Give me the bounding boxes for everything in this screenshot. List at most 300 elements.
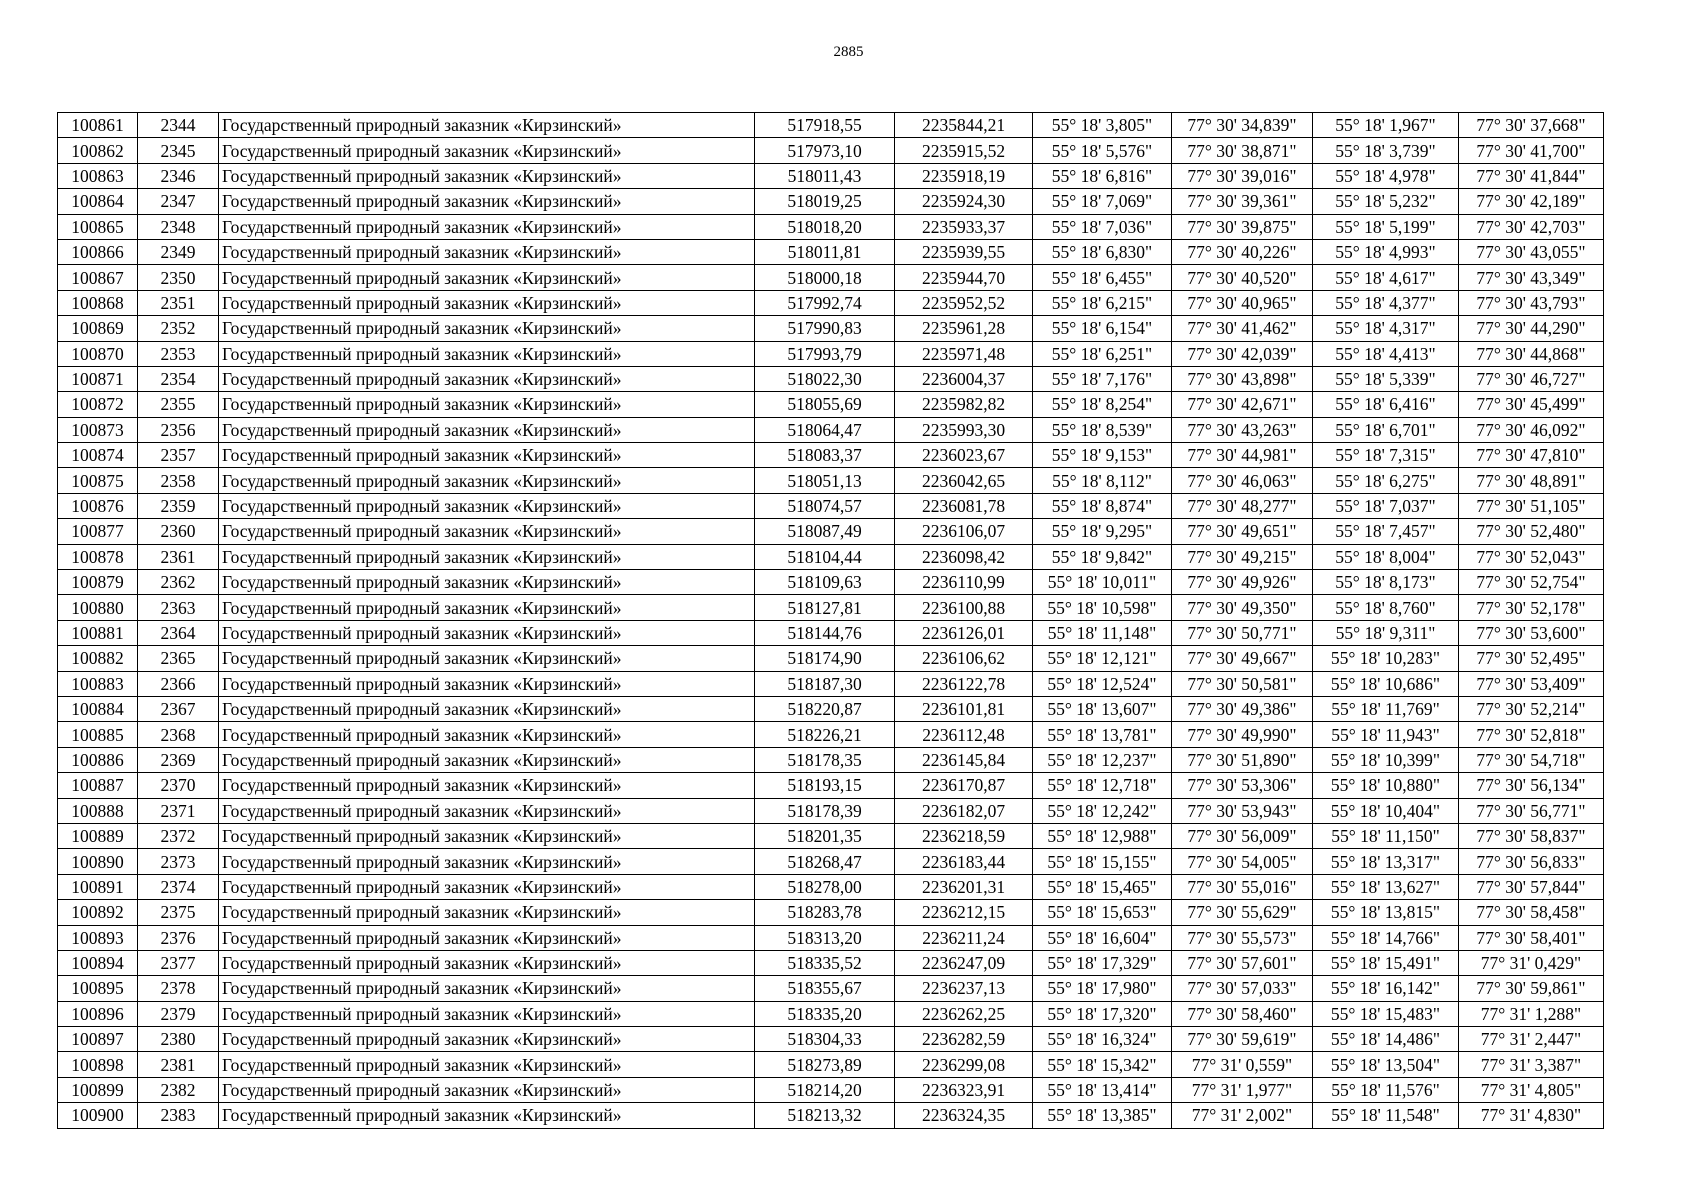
latitude-2-cell: 55° 18' 10,880"	[1313, 773, 1459, 798]
longitude-2-cell: 77° 30' 43,793"	[1459, 290, 1604, 315]
zone-name-cell: Государственный природный заказник «Кирзинский»	[219, 493, 755, 518]
row-id-cell: 100871	[58, 366, 138, 391]
coord-y-cell: 2236282,59	[895, 1027, 1033, 1052]
table-row	[58, 468, 1604, 493]
coord-x-cell: 518104,44	[755, 544, 895, 569]
coord-x-cell: 518178,39	[755, 798, 895, 823]
coord-y-cell: 2236201,31	[895, 874, 1033, 899]
coord-x-cell: 518278,00	[755, 874, 895, 899]
coord-y-cell: 2235933,37	[895, 214, 1033, 239]
longitude-1-cell: 77° 30' 55,629"	[1172, 900, 1313, 925]
zone-name-cell: Государственный природный заказник «Кирзинский»	[219, 722, 755, 747]
row-id-cell: 100862	[58, 138, 138, 163]
longitude-2-cell: 77° 30' 43,055"	[1459, 239, 1604, 264]
table-row	[58, 443, 1604, 468]
latitude-1-cell: 55° 18' 5,576"	[1033, 138, 1172, 163]
coord-x-cell: 517992,74	[755, 290, 895, 315]
latitude-2-cell: 55° 18' 6,701"	[1313, 417, 1459, 442]
longitude-2-cell: 77° 30' 45,499"	[1459, 392, 1604, 417]
table-row	[58, 189, 1604, 214]
table-row	[58, 671, 1604, 696]
latitude-1-cell: 55° 18' 6,215"	[1033, 290, 1172, 315]
longitude-1-cell: 77° 30' 39,875"	[1172, 214, 1313, 239]
zone-name-cell: Государственный природный заказник «Кирзинский»	[219, 341, 755, 366]
coord-y-cell: 2236098,42	[895, 544, 1033, 569]
latitude-1-cell: 55° 18' 9,153"	[1033, 443, 1172, 468]
coord-x-cell: 518193,15	[755, 773, 895, 798]
latitude-1-cell: 55° 18' 8,874"	[1033, 493, 1172, 518]
zone-name-cell: Государственный природный заказник «Кирзинский»	[219, 392, 755, 417]
coord-x-cell: 518213,32	[755, 1103, 895, 1128]
coord-y-cell: 2235982,82	[895, 392, 1033, 417]
table-row	[58, 849, 1604, 874]
longitude-2-cell: 77° 30' 52,818"	[1459, 722, 1604, 747]
latitude-2-cell: 55° 18' 10,399"	[1313, 747, 1459, 772]
longitude-2-cell: 77° 30' 41,700"	[1459, 138, 1604, 163]
point-number-cell: 2362	[138, 570, 219, 595]
latitude-2-cell: 55° 18' 11,943"	[1313, 722, 1459, 747]
zone-name-cell: Государственный природный заказник «Кирзинский»	[219, 798, 755, 823]
zone-name-cell: Государственный природный заказник «Кирзинский»	[219, 316, 755, 341]
row-id-cell: 100875	[58, 468, 138, 493]
page-number: 2885	[833, 44, 864, 60]
row-id-cell: 100861	[58, 113, 138, 138]
row-id-cell: 100870	[58, 341, 138, 366]
longitude-2-cell: 77° 30' 46,727"	[1459, 366, 1604, 391]
row-id-cell: 100892	[58, 900, 138, 925]
zone-name-cell: Государственный природный заказник «Кирзинский»	[219, 443, 755, 468]
latitude-2-cell: 55° 18' 14,766"	[1313, 925, 1459, 950]
point-number-cell: 2356	[138, 417, 219, 442]
coord-x-cell: 517993,79	[755, 341, 895, 366]
point-number-cell: 2350	[138, 265, 219, 290]
latitude-2-cell: 55° 18' 8,004"	[1313, 544, 1459, 569]
longitude-1-cell: 77° 30' 39,016"	[1172, 163, 1313, 188]
longitude-2-cell: 77° 30' 53,409"	[1459, 671, 1604, 696]
zone-name-cell: Государственный природный заказник «Кирзинский»	[219, 113, 755, 138]
coord-y-cell: 2235915,52	[895, 138, 1033, 163]
coord-y-cell: 2235939,55	[895, 239, 1033, 264]
coord-y-cell: 2236106,07	[895, 519, 1033, 544]
coord-y-cell: 2236247,09	[895, 950, 1033, 975]
longitude-1-cell: 77° 30' 46,063"	[1172, 468, 1313, 493]
latitude-2-cell: 55° 18' 10,686"	[1313, 671, 1459, 696]
latitude-2-cell: 55° 18' 13,627"	[1313, 874, 1459, 899]
longitude-2-cell: 77° 31' 0,429"	[1459, 950, 1604, 975]
zone-name-cell: Государственный природный заказник «Кирзинский»	[219, 849, 755, 874]
table-row	[58, 544, 1604, 569]
longitude-1-cell: 77° 30' 49,350"	[1172, 595, 1313, 620]
longitude-1-cell: 77° 30' 51,890"	[1172, 747, 1313, 772]
coord-x-cell: 518355,67	[755, 976, 895, 1001]
latitude-1-cell: 55° 18' 12,718"	[1033, 773, 1172, 798]
table-row	[58, 595, 1604, 620]
longitude-1-cell: 77° 30' 40,226"	[1172, 239, 1313, 264]
point-number-cell: 2369	[138, 747, 219, 772]
longitude-1-cell: 77° 30' 42,039"	[1172, 341, 1313, 366]
latitude-1-cell: 55° 18' 3,805"	[1033, 113, 1172, 138]
latitude-2-cell: 55° 18' 7,037"	[1313, 493, 1459, 518]
longitude-2-cell: 77° 31' 2,447"	[1459, 1027, 1604, 1052]
table-row	[58, 798, 1604, 823]
point-number-cell: 2378	[138, 976, 219, 1001]
longitude-2-cell: 77° 30' 48,891"	[1459, 468, 1604, 493]
coord-y-cell: 2236004,37	[895, 366, 1033, 391]
latitude-1-cell: 55° 18' 12,242"	[1033, 798, 1172, 823]
longitude-2-cell: 77° 30' 51,105"	[1459, 493, 1604, 518]
point-number-cell: 2374	[138, 874, 219, 899]
zone-name-cell: Государственный природный заказник «Кирзинский»	[219, 138, 755, 163]
point-number-cell: 2359	[138, 493, 219, 518]
longitude-2-cell: 77° 30' 43,349"	[1459, 265, 1604, 290]
table-row	[58, 417, 1604, 442]
zone-name-cell: Государственный природный заказник «Кирзинский»	[219, 189, 755, 214]
row-id-cell: 100889	[58, 823, 138, 848]
longitude-1-cell: 77° 30' 42,671"	[1172, 392, 1313, 417]
latitude-1-cell: 55° 18' 15,653"	[1033, 900, 1172, 925]
latitude-2-cell: 55° 18' 11,769"	[1313, 696, 1459, 721]
longitude-2-cell: 77° 30' 53,600"	[1459, 620, 1604, 645]
latitude-1-cell: 55° 18' 17,320"	[1033, 1001, 1172, 1026]
longitude-2-cell: 77° 30' 44,868"	[1459, 341, 1604, 366]
coord-y-cell: 2236101,81	[895, 696, 1033, 721]
latitude-1-cell: 55° 18' 7,069"	[1033, 189, 1172, 214]
latitude-2-cell: 55° 18' 13,317"	[1313, 849, 1459, 874]
latitude-2-cell: 55° 18' 11,548"	[1313, 1103, 1459, 1128]
latitude-2-cell: 55° 18' 3,739"	[1313, 138, 1459, 163]
longitude-1-cell: 77° 30' 57,601"	[1172, 950, 1313, 975]
table-row	[58, 722, 1604, 747]
point-number-cell: 2375	[138, 900, 219, 925]
coord-x-cell: 518220,87	[755, 696, 895, 721]
zone-name-cell: Государственный природный заказник «Кирзинский»	[219, 747, 755, 772]
zone-name-cell: Государственный природный заказник «Кирзинский»	[219, 671, 755, 696]
point-number-cell: 2363	[138, 595, 219, 620]
zone-name-cell: Государственный природный заказник «Кирзинский»	[219, 950, 755, 975]
latitude-2-cell: 55° 18' 4,377"	[1313, 290, 1459, 315]
table-row	[58, 976, 1604, 1001]
row-id-cell: 100880	[58, 595, 138, 620]
point-number-cell: 2346	[138, 163, 219, 188]
table-row	[58, 1103, 1604, 1128]
longitude-1-cell: 77° 31' 0,559"	[1172, 1052, 1313, 1077]
zone-name-cell: Государственный природный заказник «Кирзинский»	[219, 239, 755, 264]
row-id-cell: 100865	[58, 214, 138, 239]
latitude-2-cell: 55° 18' 15,483"	[1313, 1001, 1459, 1026]
coord-y-cell: 2236042,65	[895, 468, 1033, 493]
table-row	[58, 239, 1604, 264]
zone-name-cell: Государственный природный заказник «Кирзинский»	[219, 900, 755, 925]
longitude-1-cell: 77° 30' 54,005"	[1172, 849, 1313, 874]
row-id-cell: 100864	[58, 189, 138, 214]
coord-y-cell: 2236323,91	[895, 1077, 1033, 1102]
longitude-2-cell: 77° 30' 58,837"	[1459, 823, 1604, 848]
zone-name-cell: Государственный природный заказник «Кирзинский»	[219, 925, 755, 950]
coord-y-cell: 2236100,88	[895, 595, 1033, 620]
latitude-2-cell: 55° 18' 1,967"	[1313, 113, 1459, 138]
table-row	[58, 646, 1604, 671]
latitude-2-cell: 55° 18' 7,315"	[1313, 443, 1459, 468]
latitude-2-cell: 55° 18' 6,275"	[1313, 468, 1459, 493]
table-row	[58, 392, 1604, 417]
point-number-cell: 2364	[138, 620, 219, 645]
zone-name-cell: Государственный природный заказник «Кирзинский»	[219, 1052, 755, 1077]
latitude-1-cell: 55° 18' 16,324"	[1033, 1027, 1172, 1052]
point-number-cell: 2351	[138, 290, 219, 315]
latitude-2-cell: 55° 18' 13,504"	[1313, 1052, 1459, 1077]
coord-y-cell: 2236262,25	[895, 1001, 1033, 1026]
table-row	[58, 950, 1604, 975]
latitude-1-cell: 55° 18' 6,830"	[1033, 239, 1172, 264]
zone-name-cell: Государственный природный заказник «Кирзинский»	[219, 1027, 755, 1052]
coord-x-cell: 518187,30	[755, 671, 895, 696]
row-id-cell: 100863	[58, 163, 138, 188]
longitude-1-cell: 77° 30' 38,871"	[1172, 138, 1313, 163]
coord-y-cell: 2236170,87	[895, 773, 1033, 798]
row-id-cell: 100883	[58, 671, 138, 696]
latitude-1-cell: 55° 18' 12,524"	[1033, 671, 1172, 696]
coord-y-cell: 2235924,30	[895, 189, 1033, 214]
zone-name-cell: Государственный природный заказник «Кирзинский»	[219, 1001, 755, 1026]
coord-x-cell: 518214,20	[755, 1077, 895, 1102]
row-id-cell: 100899	[58, 1077, 138, 1102]
table-row	[58, 163, 1604, 188]
latitude-1-cell: 55° 18' 7,176"	[1033, 366, 1172, 391]
row-id-cell: 100896	[58, 1001, 138, 1026]
longitude-1-cell: 77° 30' 40,520"	[1172, 265, 1313, 290]
coord-y-cell: 2235993,30	[895, 417, 1033, 442]
coord-x-cell: 517990,83	[755, 316, 895, 341]
latitude-1-cell: 55° 18' 11,148"	[1033, 620, 1172, 645]
table-row	[58, 823, 1604, 848]
table-row	[58, 366, 1604, 391]
coord-x-cell: 518011,43	[755, 163, 895, 188]
latitude-2-cell: 55° 18' 8,173"	[1313, 570, 1459, 595]
longitude-2-cell: 77° 30' 52,495"	[1459, 646, 1604, 671]
longitude-2-cell: 77° 30' 52,043"	[1459, 544, 1604, 569]
point-number-cell: 2361	[138, 544, 219, 569]
latitude-1-cell: 55° 18' 9,842"	[1033, 544, 1172, 569]
row-id-cell: 100886	[58, 747, 138, 772]
longitude-1-cell: 77° 30' 50,581"	[1172, 671, 1313, 696]
coord-x-cell: 518018,20	[755, 214, 895, 239]
coord-x-cell: 518335,52	[755, 950, 895, 975]
point-number-cell: 2366	[138, 671, 219, 696]
table-row	[58, 138, 1604, 163]
longitude-1-cell: 77° 31' 1,977"	[1172, 1077, 1313, 1102]
zone-name-cell: Государственный природный заказник «Кирзинский»	[219, 823, 755, 848]
zone-name-cell: Государственный природный заказник «Кирзинский»	[219, 1077, 755, 1102]
longitude-2-cell: 77° 30' 54,718"	[1459, 747, 1604, 772]
coord-x-cell: 518087,49	[755, 519, 895, 544]
zone-name-cell: Государственный природный заказник «Кирзинский»	[219, 696, 755, 721]
zone-name-cell: Государственный природный заказник «Кирзинский»	[219, 163, 755, 188]
point-number-cell: 2377	[138, 950, 219, 975]
longitude-2-cell: 77° 30' 52,178"	[1459, 595, 1604, 620]
point-number-cell: 2381	[138, 1052, 219, 1077]
coord-x-cell: 518335,20	[755, 1001, 895, 1026]
longitude-2-cell: 77° 31' 4,805"	[1459, 1077, 1604, 1102]
table-row	[58, 1052, 1604, 1077]
latitude-1-cell: 55° 18' 7,036"	[1033, 214, 1172, 239]
zone-name-cell: Государственный природный заказник «Кирзинский»	[219, 773, 755, 798]
table-row	[58, 265, 1604, 290]
longitude-1-cell: 77° 30' 53,943"	[1172, 798, 1313, 823]
row-id-cell: 100894	[58, 950, 138, 975]
row-id-cell: 100898	[58, 1052, 138, 1077]
longitude-1-cell: 77° 30' 49,386"	[1172, 696, 1313, 721]
coord-x-cell: 518144,76	[755, 620, 895, 645]
longitude-2-cell: 77° 30' 47,810"	[1459, 443, 1604, 468]
zone-name-cell: Государственный природный заказник «Кирзинский»	[219, 646, 755, 671]
longitude-2-cell: 77° 30' 52,754"	[1459, 570, 1604, 595]
longitude-1-cell: 77° 30' 39,361"	[1172, 189, 1313, 214]
row-id-cell: 100900	[58, 1103, 138, 1128]
zone-name-cell: Государственный природный заказник «Кирзинский»	[219, 290, 755, 315]
latitude-2-cell: 55° 18' 14,486"	[1313, 1027, 1459, 1052]
longitude-2-cell: 77° 30' 41,844"	[1459, 163, 1604, 188]
latitude-1-cell: 55° 18' 15,155"	[1033, 849, 1172, 874]
longitude-2-cell: 77° 30' 56,134"	[1459, 773, 1604, 798]
zone-name-cell: Государственный природный заказник «Кирзинский»	[219, 976, 755, 1001]
latitude-1-cell: 55° 18' 8,539"	[1033, 417, 1172, 442]
longitude-2-cell: 77° 30' 42,703"	[1459, 214, 1604, 239]
row-id-cell: 100866	[58, 239, 138, 264]
longitude-2-cell: 77° 30' 56,771"	[1459, 798, 1604, 823]
latitude-1-cell: 55° 18' 12,237"	[1033, 747, 1172, 772]
table-row	[58, 925, 1604, 950]
point-number-cell: 2354	[138, 366, 219, 391]
coord-y-cell: 2235952,52	[895, 290, 1033, 315]
row-id-cell: 100885	[58, 722, 138, 747]
coord-x-cell: 518083,37	[755, 443, 895, 468]
point-number-cell: 2360	[138, 519, 219, 544]
longitude-1-cell: 77° 30' 49,990"	[1172, 722, 1313, 747]
row-id-cell: 100891	[58, 874, 138, 899]
point-number-cell: 2368	[138, 722, 219, 747]
coord-x-cell: 518055,69	[755, 392, 895, 417]
point-number-cell: 2379	[138, 1001, 219, 1026]
coord-y-cell: 2236212,15	[895, 900, 1033, 925]
coord-x-cell: 518064,47	[755, 417, 895, 442]
latitude-1-cell: 55° 18' 10,598"	[1033, 595, 1172, 620]
coord-y-cell: 2236182,07	[895, 798, 1033, 823]
table-row	[58, 341, 1604, 366]
coord-y-cell: 2236081,78	[895, 493, 1033, 518]
latitude-2-cell: 55° 18' 6,416"	[1313, 392, 1459, 417]
point-number-cell: 2357	[138, 443, 219, 468]
longitude-2-cell: 77° 31' 4,830"	[1459, 1103, 1604, 1128]
latitude-2-cell: 55° 18' 4,993"	[1313, 239, 1459, 264]
zone-name-cell: Государственный природный заказник «Кирзинский»	[219, 366, 755, 391]
coord-x-cell: 518074,57	[755, 493, 895, 518]
latitude-1-cell: 55° 18' 15,465"	[1033, 874, 1172, 899]
point-number-cell: 2347	[138, 189, 219, 214]
row-id-cell: 100893	[58, 925, 138, 950]
row-id-cell: 100888	[58, 798, 138, 823]
latitude-1-cell: 55° 18' 6,455"	[1033, 265, 1172, 290]
longitude-1-cell: 77° 30' 50,771"	[1172, 620, 1313, 645]
row-id-cell: 100874	[58, 443, 138, 468]
coord-y-cell: 2236106,62	[895, 646, 1033, 671]
coord-x-cell: 518109,63	[755, 570, 895, 595]
row-id-cell: 100887	[58, 773, 138, 798]
latitude-1-cell: 55° 18' 13,385"	[1033, 1103, 1172, 1128]
table-body	[58, 113, 1604, 1129]
longitude-2-cell: 77° 30' 37,668"	[1459, 113, 1604, 138]
latitude-2-cell: 55° 18' 5,199"	[1313, 214, 1459, 239]
table-row	[58, 747, 1604, 772]
latitude-2-cell: 55° 18' 9,311"	[1313, 620, 1459, 645]
table-row	[58, 620, 1604, 645]
coord-y-cell: 2236324,35	[895, 1103, 1033, 1128]
latitude-1-cell: 55° 18' 13,414"	[1033, 1077, 1172, 1102]
point-number-cell: 2345	[138, 138, 219, 163]
coord-x-cell: 518273,89	[755, 1052, 895, 1077]
table-row	[58, 214, 1604, 239]
table-row	[58, 493, 1604, 518]
table-row	[58, 1027, 1604, 1052]
longitude-2-cell: 77° 31' 3,387"	[1459, 1052, 1604, 1077]
point-number-cell: 2365	[138, 646, 219, 671]
coord-x-cell: 517973,10	[755, 138, 895, 163]
coord-x-cell: 518268,47	[755, 849, 895, 874]
latitude-2-cell: 55° 18' 11,150"	[1313, 823, 1459, 848]
zone-name-cell: Государственный природный заказник «Кирзинский»	[219, 265, 755, 290]
latitude-1-cell: 55° 18' 9,295"	[1033, 519, 1172, 544]
latitude-1-cell: 55° 18' 17,980"	[1033, 976, 1172, 1001]
row-id-cell: 100872	[58, 392, 138, 417]
row-id-cell: 100897	[58, 1027, 138, 1052]
coord-x-cell: 518201,35	[755, 823, 895, 848]
latitude-2-cell: 55° 18' 7,457"	[1313, 519, 1459, 544]
coord-y-cell: 2235971,48	[895, 341, 1033, 366]
zone-name-cell: Государственный природный заказник «Кирзинский»	[219, 214, 755, 239]
zone-name-cell: Государственный природный заказник «Кирзинский»	[219, 620, 755, 645]
longitude-1-cell: 77° 30' 41,462"	[1172, 316, 1313, 341]
zone-name-cell: Государственный природный заказник «Кирзинский»	[219, 1103, 755, 1128]
zone-name-cell: Государственный природный заказник «Кирзинский»	[219, 519, 755, 544]
latitude-1-cell: 55° 18' 8,254"	[1033, 392, 1172, 417]
longitude-2-cell: 77° 30' 58,401"	[1459, 925, 1604, 950]
latitude-1-cell: 55° 18' 15,342"	[1033, 1052, 1172, 1077]
longitude-1-cell: 77° 30' 49,215"	[1172, 544, 1313, 569]
zone-name-cell: Государственный природный заказник «Кирзинский»	[219, 544, 755, 569]
point-number-cell: 2380	[138, 1027, 219, 1052]
row-id-cell: 100877	[58, 519, 138, 544]
zone-name-cell: Государственный природный заказник «Кирзинский»	[219, 595, 755, 620]
latitude-2-cell: 55° 18' 11,576"	[1313, 1077, 1459, 1102]
point-number-cell: 2370	[138, 773, 219, 798]
row-id-cell: 100879	[58, 570, 138, 595]
longitude-2-cell: 77° 30' 56,833"	[1459, 849, 1604, 874]
table-row	[58, 316, 1604, 341]
coord-x-cell: 518127,81	[755, 595, 895, 620]
coord-y-cell: 2236112,48	[895, 722, 1033, 747]
latitude-2-cell: 55° 18' 13,815"	[1313, 900, 1459, 925]
latitude-2-cell: 55° 18' 5,232"	[1313, 189, 1459, 214]
row-id-cell: 100873	[58, 417, 138, 442]
coord-x-cell: 518019,25	[755, 189, 895, 214]
coord-y-cell: 2235844,21	[895, 113, 1033, 138]
longitude-2-cell: 77° 30' 59,861"	[1459, 976, 1604, 1001]
longitude-2-cell: 77° 31' 1,288"	[1459, 1001, 1604, 1026]
latitude-1-cell: 55° 18' 12,121"	[1033, 646, 1172, 671]
coord-x-cell: 518000,18	[755, 265, 895, 290]
point-number-cell: 2349	[138, 239, 219, 264]
point-number-cell: 2376	[138, 925, 219, 950]
table-row	[58, 773, 1604, 798]
